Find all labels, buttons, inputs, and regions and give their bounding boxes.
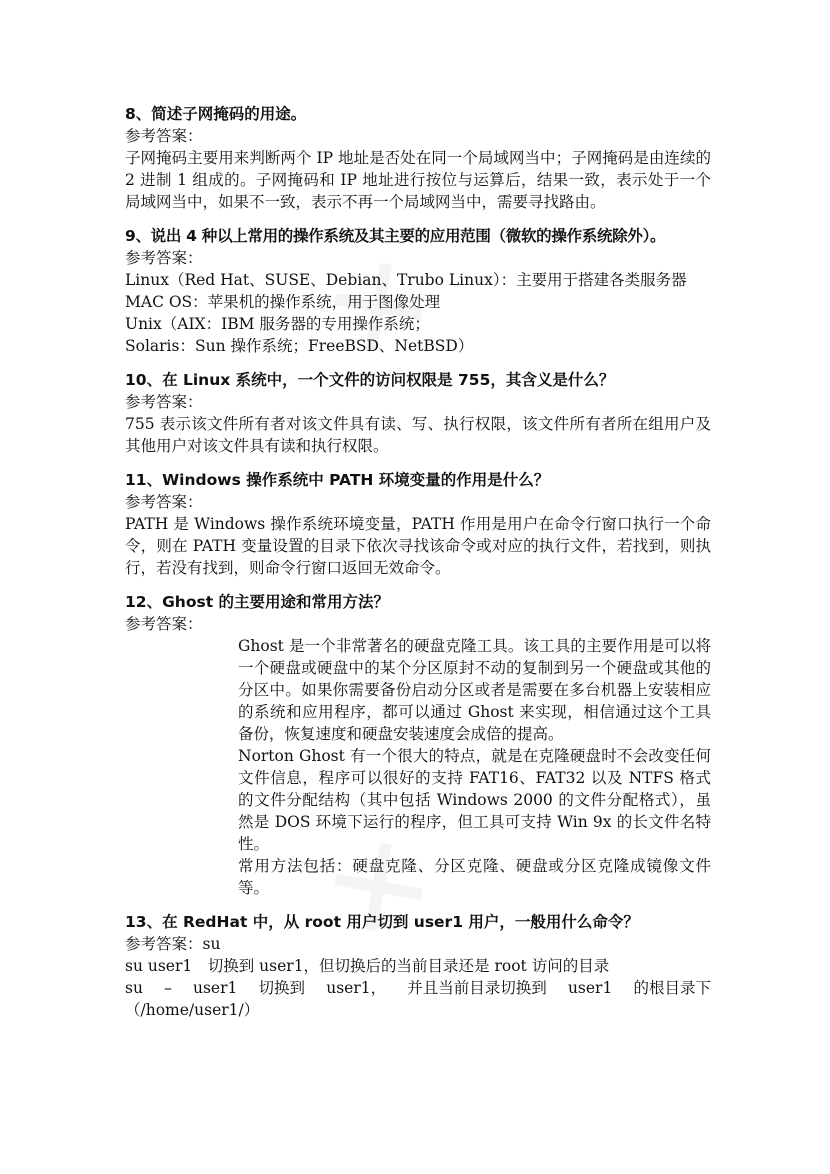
answer-label: 参考答案： <box>125 249 203 267</box>
question-title: 8、简述子网掩码的用途。 <box>125 105 307 123</box>
question-9 <box>125 225 711 357</box>
line-word: user1 <box>193 979 238 997</box>
answer-line: MAC OS：苹果机的操作系统，用于图像处理 <box>125 293 441 311</box>
answer-line: su user1 切换到 user1，但切换后的当前目录还是 root 访问的目录 <box>125 957 610 975</box>
question-title: 10、在 Linux 系统中，一个文件的访问权限是 755，其含义是什么？ <box>125 371 615 389</box>
question-13 <box>125 911 711 1021</box>
answer-paragraph: Norton Ghost 有一个很大的特点，就是在克隆硬盘时不会改变任何文件信息，程序可以很好的支持 FAT16、FAT32 以及 NTFS 格式的文件分配结构（其中包括 Windows 2000 的文件分配格式），虽然是 DOS 环境下运行的程序，但工具可支持 Win 9x 的长文件名特性。 <box>238 747 711 853</box>
line-word: 的根目录下 <box>633 979 711 997</box>
question-title: 9、说出 4 种以上常用的操作系统及其主要的应用范围（微软的操作系统除外）。 <box>125 227 666 245</box>
answer-indented-block <box>125 635 711 899</box>
answer-body: 子网掩码主要用来判断两个 IP 地址是否处在同一个局域网当中；子网掩码是由连续的 2 进制 1 组成的。子网掩码和 IP 地址进行按位与运算后，结果一致，表示处于一个局域网当中，如果不一致，表示不再一个局域网当中，需要寻找路由。 <box>125 149 711 211</box>
line-word: user1 <box>567 979 613 997</box>
answer-label: 参考答案： <box>125 493 203 511</box>
line-word: – <box>164 979 172 997</box>
answer-line: Linux（Red Hat、SUSE、Debian、Trubo Linux）：主要用于搭建各类服务器 <box>125 271 687 289</box>
document-content <box>125 103 711 1033</box>
question-8 <box>125 103 711 213</box>
question-11 <box>125 469 711 579</box>
answer-paragraph: 常用方法包括：硬盘克隆、分区克隆、硬盘或分区克隆成镜像文件等。 <box>238 857 711 897</box>
answer-label: 参考答案：su <box>125 935 221 953</box>
answer-label: 参考答案： <box>125 615 203 633</box>
answer-line: （/home/user1/） <box>125 1001 260 1019</box>
line-word: user1， <box>326 979 387 997</box>
line-word: 切换到 <box>258 979 306 997</box>
answer-line: Unix（AIX：IBM 服务器的专用操作系统； <box>125 315 430 333</box>
line-word: su <box>125 979 143 997</box>
answer-line-justified <box>125 977 711 999</box>
answer-label: 参考答案： <box>125 393 203 411</box>
answer-paragraph: Ghost 是一个非常著名的硬盘克隆工具。该工具的主要作用是可以将一个硬盘或硬盘中的某个分区原封不动的复制到另一个硬盘或其他的分区中。如果你需要备份启动分区或者是需要在多台机器上安装相应的系统和应用程序，都可以通过 Ghost 来实现，相信通过这个工具备份，恢复速度和硬盘安装速度会成倍的提高。 <box>238 637 711 743</box>
question-10 <box>125 369 711 457</box>
question-title: 13、在 RedHat 中，从 root 用户切到 user1 用户，一般用什么命令？ <box>125 913 639 931</box>
question-title: 11、Windows 操作系统中 PATH 环境变量的作用是什么？ <box>125 471 550 489</box>
question-title: 12、Ghost 的主要用途和常用方法？ <box>125 593 390 611</box>
answer-line: Solaris：Sun 操作系统；FreeBSD、NetBSD） <box>125 337 474 355</box>
answer-body: 755 表示该文件所有者对该文件具有读、写、执行权限，该文件所有者所在组用户及其他用户对该文件具有读和执行权限。 <box>125 415 711 455</box>
answer-body: PATH 是 Windows 操作系统环境变量，PATH 作用是用户在命令行窗口执行一个命令，则在 PATH 变量设置的目录下依次寻找该命令或对应的执行文件，若找到，则执行，若没有找到，则命令行窗口返回无效命令。 <box>125 515 711 577</box>
line-word: 并且当前目录切换到 <box>407 979 547 997</box>
answer-label: 参考答案： <box>125 127 203 145</box>
question-12 <box>125 591 711 899</box>
